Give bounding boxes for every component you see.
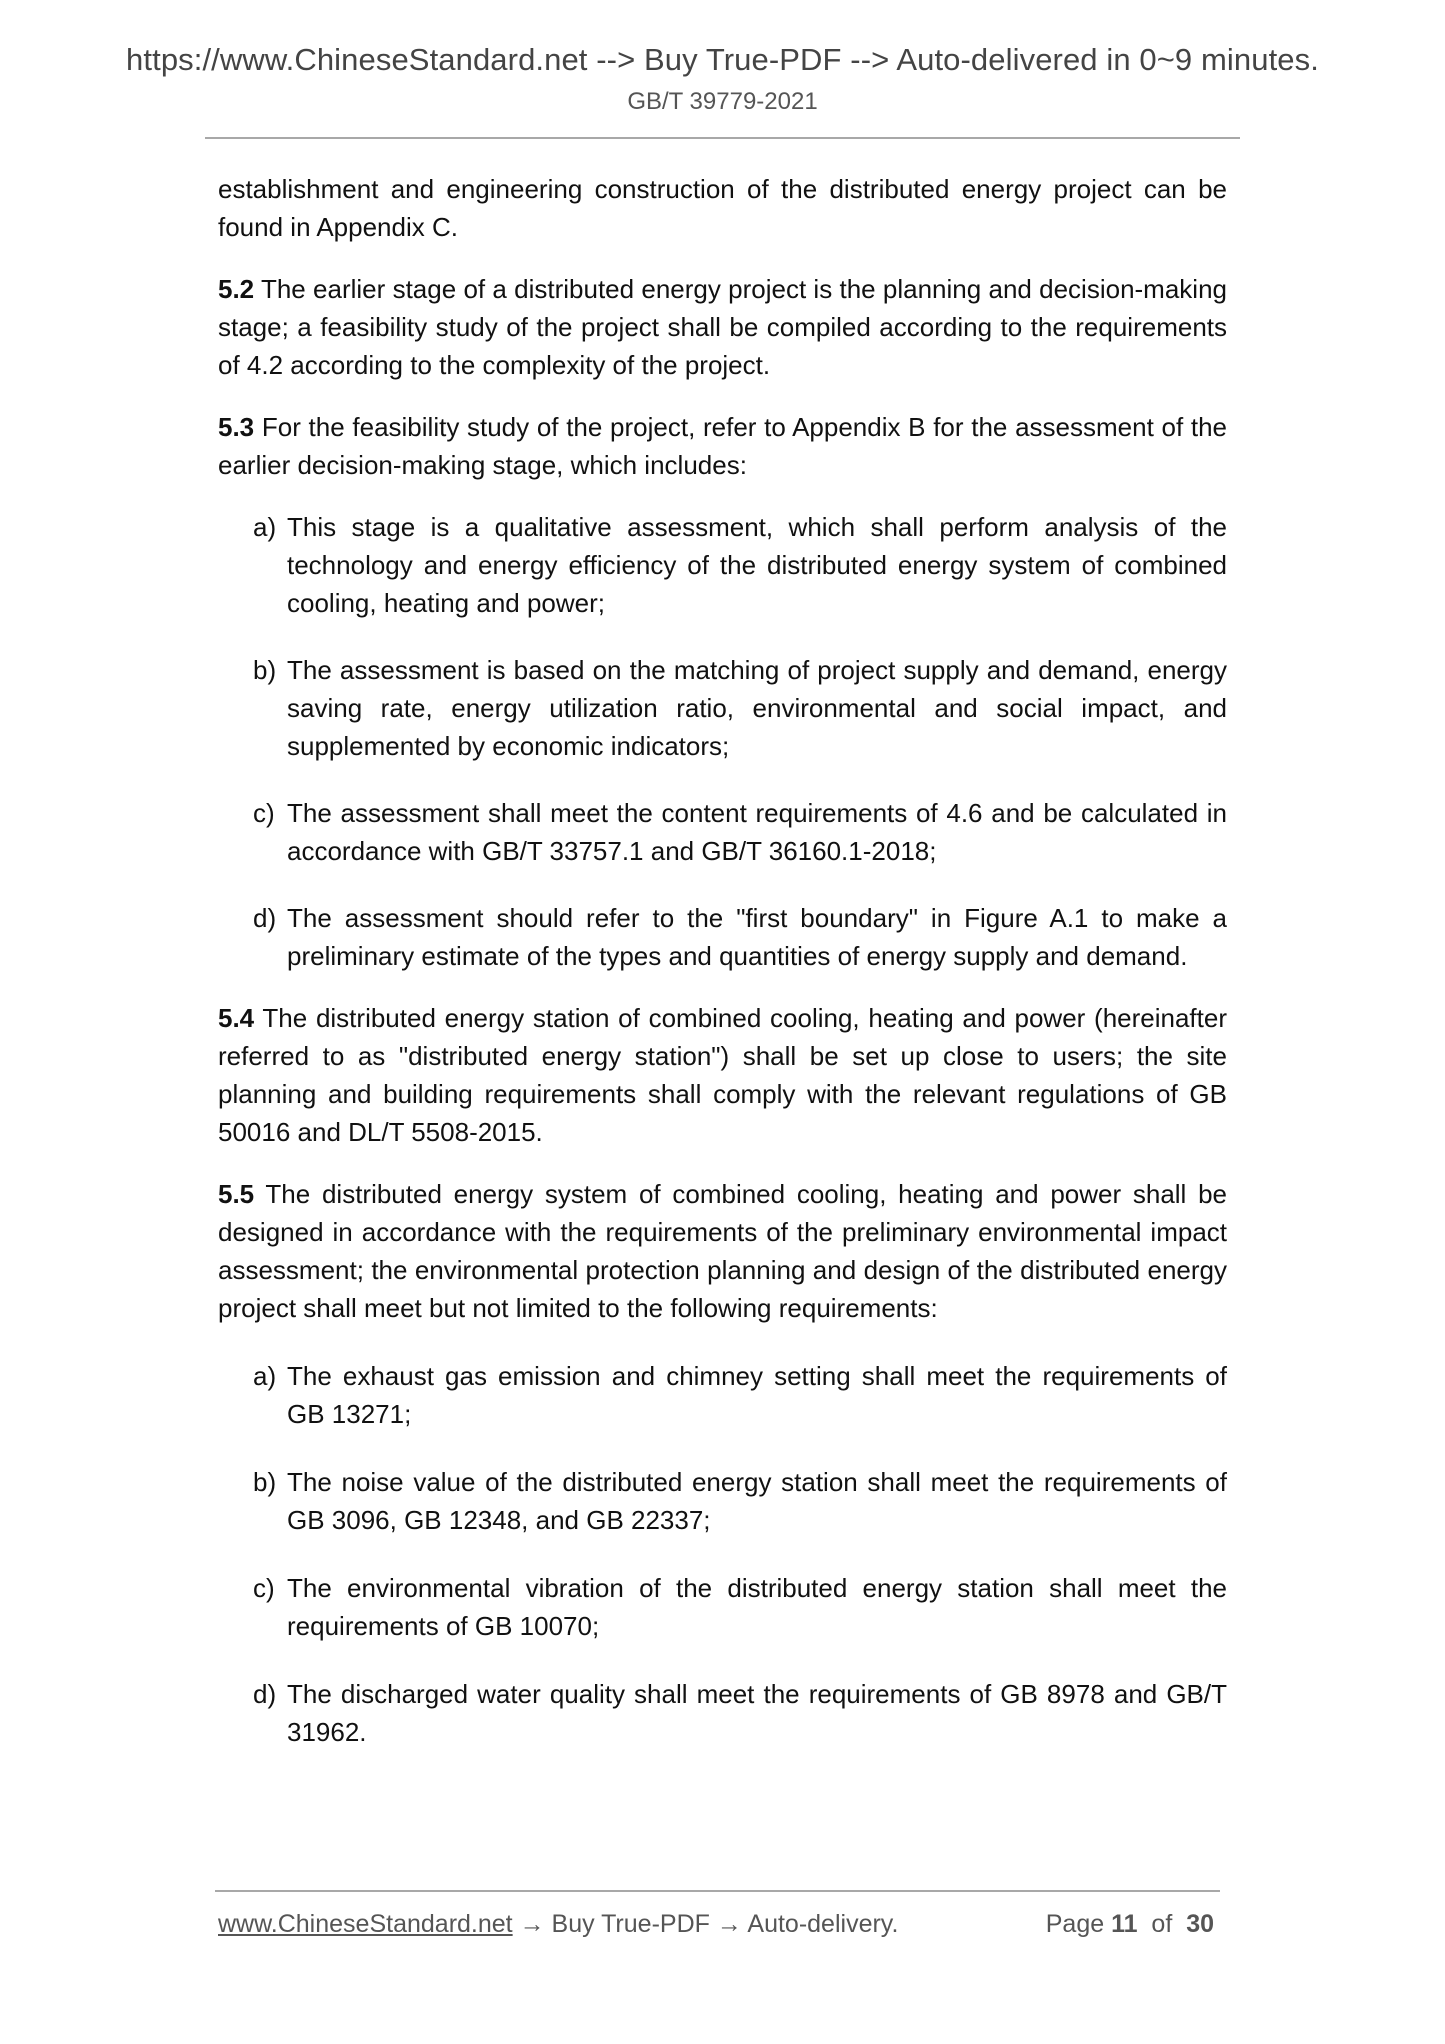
list-label: c) — [253, 798, 275, 828]
footer-tagline: → Buy True-PDF → Auto-delivery. — [512, 1910, 899, 1938]
header-divider — [205, 137, 1240, 139]
list-item — [218, 1357, 1227, 1433]
list-item — [218, 899, 1227, 975]
clause-text: The earlier stage of a distributed energy project is the planning and decision-making stage; a feasibility study of the project shall be compiled according to the requirements of 4.2 according to the complexity of the project. — [218, 274, 1227, 380]
clause-5-4 — [218, 999, 1227, 1151]
document-body — [218, 170, 1227, 1775]
clause-text: The distributed energy station of combined cooling, heating and power (hereinafter referred to as "distributed energy station") shall be set up close to users; the site planning and building requirements shall comply with the relevant regulations of GB 50016 and DL/T 5508-2015. — [218, 1003, 1227, 1147]
clause-number: 5.2 — [218, 274, 255, 304]
clause-number: 5.5 — [218, 1179, 255, 1209]
page-current: 11 — [1111, 1910, 1138, 1938]
list-text: This stage is a qualitative assessment, which shall perform analysis of the technology and energy efficiency of the distributed energy system of combined cooling, heating and power; — [287, 512, 1227, 618]
list-item — [218, 508, 1227, 622]
header-banner: https://www.ChineseStandard.net --> Buy True-PDF --> Auto-delivered in 0~9 minutes. — [126, 42, 1319, 77]
list-text: The noise value of the distributed energy station shall meet the requirements of GB 3096, GB 12348, and GB 22337; — [287, 1467, 1227, 1535]
list-text: The assessment is based on the matching of project supply and demand, energy saving rate, energy utilization ratio, environmental and social impact, and supplemented by economic indicators; — [287, 655, 1227, 761]
page-of: of — [1151, 1910, 1173, 1938]
clause-5-3 — [218, 408, 1227, 484]
list-item — [218, 1569, 1227, 1645]
list-label: b) — [253, 1467, 277, 1497]
list-item — [218, 794, 1227, 870]
list-item — [218, 651, 1227, 765]
list-text: The assessment shall meet the content requirements of 4.6 and be calculated in accordance with GB/T 33757.1 and GB/T 36160.1-2018; — [287, 798, 1227, 866]
list-item — [218, 1463, 1227, 1539]
list-text: The environmental vibration of the distributed energy station shall meet the requirements of GB 10070; — [287, 1573, 1227, 1641]
site-link[interactable]: www.ChineseStandard.net — [218, 1910, 513, 1938]
clause-5-5-list — [218, 1357, 1227, 1751]
list-item — [218, 1675, 1227, 1751]
clause-5-2 — [218, 270, 1227, 384]
page-total: 30 — [1186, 1910, 1214, 1938]
clause-number: 5.4 — [218, 1003, 255, 1033]
list-label: a) — [253, 512, 277, 542]
clause-number: 5.3 — [218, 412, 255, 442]
page-label: Page — [1045, 1910, 1105, 1938]
standard-number: GB/T 39779-2021 — [627, 88, 818, 115]
list-label: a) — [253, 1361, 277, 1391]
clause-5-3-list — [218, 508, 1227, 975]
clause-text: For the feasibility study of the project, refer to Appendix B for the assessment of the earlier decision-making stage, which includes: — [218, 412, 1227, 480]
intro-continuation — [218, 170, 1227, 246]
list-text: The discharged water quality shall meet the requirements of GB 8978 and GB/T 31962. — [287, 1679, 1227, 1747]
list-text: The exhaust gas emission and chimney setting shall meet the requirements of GB 13271; — [287, 1361, 1227, 1429]
footer — [218, 1910, 1218, 1939]
list-text: The assessment should refer to the "first boundary" in Figure A.1 to make a preliminary estimate of the types and quantities of energy supply and demand. — [287, 903, 1227, 971]
list-label: d) — [253, 1679, 277, 1709]
clause-text: The distributed energy system of combined cooling, heating and power shall be designed in accordance with the requirements of the preliminary environmental impact assessment; the environmental protection planning and design of the distributed energy project shall meet but not limited to the following requirements: — [218, 1179, 1227, 1323]
list-label: d) — [253, 903, 277, 933]
clause-5-5 — [218, 1175, 1227, 1327]
list-label: c) — [253, 1573, 275, 1603]
paragraph-text: establishment and engineering construction of the distributed energy project can be found in Appendix C. — [218, 174, 1227, 242]
footer-divider — [215, 1890, 1220, 1892]
page-indicator — [1046, 1910, 1214, 1939]
list-label: b) — [253, 655, 277, 685]
